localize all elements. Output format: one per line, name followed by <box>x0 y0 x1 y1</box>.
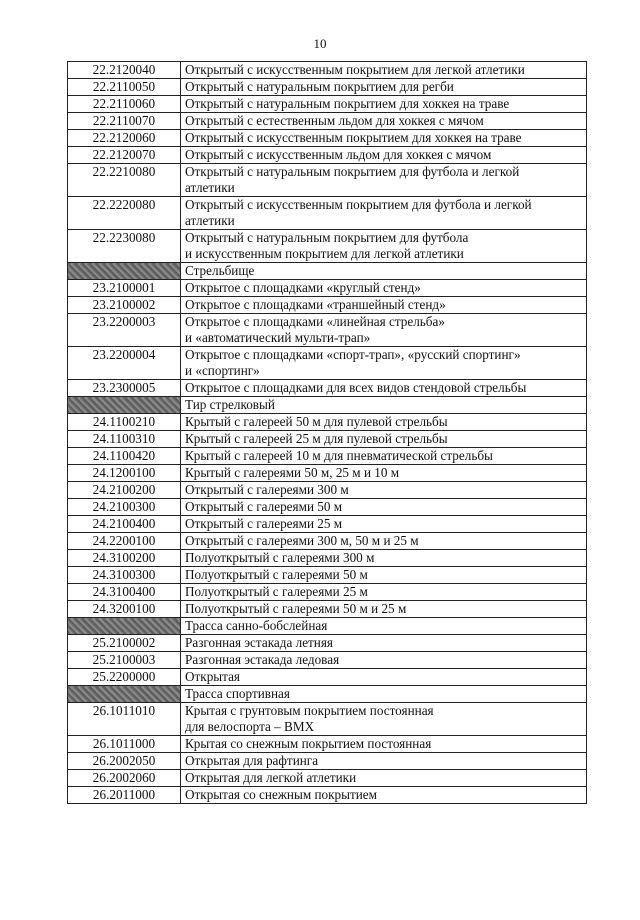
name-cell <box>181 197 587 230</box>
code-cell: 26.2011000 <box>68 787 181 804</box>
group-title-cell <box>181 263 587 280</box>
name-line: Открытая <box>185 669 240 684</box>
name-cell <box>181 297 587 314</box>
name-line: Полуоткрытый с галереями 50 м и 25 м <box>185 601 407 616</box>
code-cell: 23.2200004 <box>68 347 181 380</box>
name-cell <box>181 79 587 96</box>
name-line: Открытый с искусственным покрытием для хоккея на траве <box>185 130 522 145</box>
table-row <box>68 448 587 465</box>
name-line-continuation: атлетики <box>185 213 235 228</box>
name-line: Тир стрелковый <box>185 397 275 412</box>
name-cell <box>181 431 587 448</box>
group-header-row <box>68 618 587 635</box>
name-line: Трасса санно-бобслейная <box>185 618 328 633</box>
code-cell: 24.2100200 <box>68 482 181 499</box>
name-cell <box>181 414 587 431</box>
group-title-cell <box>181 686 587 703</box>
page-number: 10 <box>313 36 327 51</box>
name-line: Открытый с натуральным покрытием для футбола и легкой <box>185 164 520 179</box>
group-header-row <box>68 263 587 280</box>
table-row <box>68 130 587 147</box>
name-cell <box>181 280 587 297</box>
table-row <box>68 147 587 164</box>
name-line: Открытая со снежным покрытием <box>185 787 377 802</box>
code-cell: 24.1100210 <box>68 414 181 431</box>
table-row <box>68 770 587 787</box>
name-cell <box>181 516 587 533</box>
group-header-row <box>68 686 587 703</box>
name-line: Открытое с площадками «спорт-трап», «русский спортинг» <box>185 347 521 362</box>
name-line: Крытый с галереями 50 м, 25 м и 10 м <box>185 465 400 480</box>
name-line: Открытый с галереями 300 м, 50 м и 25 м <box>185 533 419 548</box>
name-cell <box>181 567 587 584</box>
name-cell <box>181 736 587 753</box>
code-cell: 24.3100300 <box>68 567 181 584</box>
code-cell: 22.2210080 <box>68 164 181 197</box>
name-line: Открытый с искусственным льдом для хоккея с мячом <box>185 147 492 162</box>
name-line: Крытый с галереей 50 м для пулевой стрельбы <box>185 414 448 429</box>
table-row <box>68 584 587 601</box>
code-cell: 25.2100002 <box>68 635 181 652</box>
code-cell: 26.2002060 <box>68 770 181 787</box>
code-cell: 24.2100300 <box>68 499 181 516</box>
table-row <box>68 482 587 499</box>
code-cell: 26.1011000 <box>68 736 181 753</box>
name-line: Открытый с искусственным покрытием для легкой атлетики <box>185 62 525 77</box>
code-cell: 24.3200100 <box>68 601 181 618</box>
code-cell <box>68 263 181 280</box>
code-cell: 22.2110050 <box>68 79 181 96</box>
name-line: Открытый с натуральным покрытием для футбола <box>185 230 469 245</box>
name-line: Открытое с площадками для всех видов стендовой стрельбы <box>185 380 527 395</box>
name-line-continuation: и «автоматический мульти-трап» <box>185 330 371 345</box>
table-row <box>68 703 587 736</box>
code-cell: 24.2200100 <box>68 533 181 550</box>
table-row <box>68 280 587 297</box>
code-cell: 23.2300005 <box>68 380 181 397</box>
name-cell <box>181 550 587 567</box>
table-row <box>68 635 587 652</box>
table-row <box>68 62 587 79</box>
name-line: Открытая для легкой атлетики <box>185 770 357 785</box>
group-title-cell <box>181 397 587 414</box>
name-cell <box>181 482 587 499</box>
code-cell: 22.2220080 <box>68 197 181 230</box>
name-cell <box>181 770 587 787</box>
table-row <box>68 499 587 516</box>
code-cell: 24.1200100 <box>68 465 181 482</box>
code-cell: 26.1011010 <box>68 703 181 736</box>
code-cell: 23.2100002 <box>68 297 181 314</box>
code-cell: 22.2120040 <box>68 62 181 79</box>
table-row <box>68 669 587 686</box>
table-row <box>68 601 587 618</box>
name-line: Открытая для рафтинга <box>185 753 319 768</box>
name-line: Крытый с галереей 10 м для пневматической стрельбы <box>185 448 493 463</box>
table-row <box>68 787 587 804</box>
name-cell <box>181 62 587 79</box>
name-line: Разгонная эстакада летняя <box>185 635 333 650</box>
name-cell <box>181 787 587 804</box>
table-row <box>68 347 587 380</box>
name-cell <box>181 230 587 263</box>
table-row <box>68 113 587 130</box>
name-cell <box>181 448 587 465</box>
table-row <box>68 550 587 567</box>
name-line: Крытая со снежным покрытием постоянная <box>185 736 432 751</box>
name-cell <box>181 703 587 736</box>
name-cell <box>181 130 587 147</box>
name-line: Открытый с галереями 300 м <box>185 482 349 497</box>
table-row <box>68 380 587 397</box>
code-cell: 24.2100400 <box>68 516 181 533</box>
name-cell <box>181 96 587 113</box>
table-row <box>68 736 587 753</box>
name-line: Открытый с натуральным покрытием для регби <box>185 79 454 94</box>
code-cell <box>68 397 181 414</box>
code-cell: 25.2100003 <box>68 652 181 669</box>
table-row <box>68 465 587 482</box>
name-cell <box>181 533 587 550</box>
name-line-continuation: и искусственным покрытием для легкой атлетики <box>185 246 464 261</box>
group-header-row <box>68 397 587 414</box>
code-cell: 24.1100310 <box>68 431 181 448</box>
name-line: Полуоткрытый с галереями 300 м <box>185 550 375 565</box>
name-line: Открытый с галереями 50 м <box>185 499 343 514</box>
sports-facility-codes-table <box>67 61 587 804</box>
name-cell <box>181 380 587 397</box>
name-line-continuation: и «спортинг» <box>185 363 260 378</box>
table-row <box>68 533 587 550</box>
table-row <box>68 79 587 96</box>
code-cell: 24.1100420 <box>68 448 181 465</box>
name-line: Открытое с площадками «траншейный стенд» <box>185 297 446 312</box>
name-cell <box>181 314 587 347</box>
name-cell <box>181 753 587 770</box>
name-cell <box>181 465 587 482</box>
code-cell <box>68 618 181 635</box>
code-cell: 26.2002050 <box>68 753 181 770</box>
table-row <box>68 567 587 584</box>
name-cell <box>181 113 587 130</box>
name-cell <box>181 499 587 516</box>
code-cell: 22.2120060 <box>68 130 181 147</box>
code-cell <box>68 686 181 703</box>
table-row <box>68 164 587 197</box>
name-line: Открытый с натуральным покрытием для хоккея на траве <box>185 96 510 111</box>
name-line-continuation: для велоспорта – ВМХ <box>185 719 315 734</box>
table-row <box>68 431 587 448</box>
name-line: Крытый с галереей 25 м для пулевой стрельбы <box>185 431 448 446</box>
table-row <box>68 652 587 669</box>
code-cell: 23.2100001 <box>68 280 181 297</box>
name-cell <box>181 601 587 618</box>
table-body <box>68 62 587 804</box>
code-cell: 24.3100400 <box>68 584 181 601</box>
code-cell: 24.3100200 <box>68 550 181 567</box>
name-cell <box>181 669 587 686</box>
name-line: Крытая с грунтовым покрытием постоянная <box>185 703 434 718</box>
code-cell: 22.2110070 <box>68 113 181 130</box>
name-cell <box>181 147 587 164</box>
table-row <box>68 314 587 347</box>
name-line: Полуоткрытый с галереями 50 м <box>185 567 368 582</box>
name-line: Открытый с естественным льдом для хоккея с мячом <box>185 113 484 128</box>
name-line: Трасса спортивная <box>185 686 290 701</box>
name-cell <box>181 164 587 197</box>
name-cell <box>181 652 587 669</box>
table-row <box>68 230 587 263</box>
name-line: Полуоткрытый с галереями 25 м <box>185 584 368 599</box>
name-line: Стрельбище <box>185 263 255 278</box>
name-cell <box>181 347 587 380</box>
group-title-cell <box>181 618 587 635</box>
name-line: Разгонная эстакада ледовая <box>185 652 340 667</box>
table-row <box>68 516 587 533</box>
table-row <box>68 753 587 770</box>
name-line: Открытое с площадками «линейная стрельба» <box>185 314 445 329</box>
table-row <box>68 96 587 113</box>
table-row <box>68 414 587 431</box>
code-cell: 22.2120070 <box>68 147 181 164</box>
name-line: Открытое с площадками «круглый стенд» <box>185 280 421 295</box>
name-line: Открытый с галереями 25 м <box>185 516 343 531</box>
table-row <box>68 197 587 230</box>
name-line: Открытый с искусственным покрытием для футбола и легкой <box>185 197 532 212</box>
name-cell <box>181 584 587 601</box>
code-cell: 25.2200000 <box>68 669 181 686</box>
table-row <box>68 297 587 314</box>
name-cell <box>181 635 587 652</box>
name-line-continuation: атлетики <box>185 180 235 195</box>
code-cell: 23.2200003 <box>68 314 181 347</box>
code-cell: 22.2230080 <box>68 230 181 263</box>
code-cell: 22.2110060 <box>68 96 181 113</box>
